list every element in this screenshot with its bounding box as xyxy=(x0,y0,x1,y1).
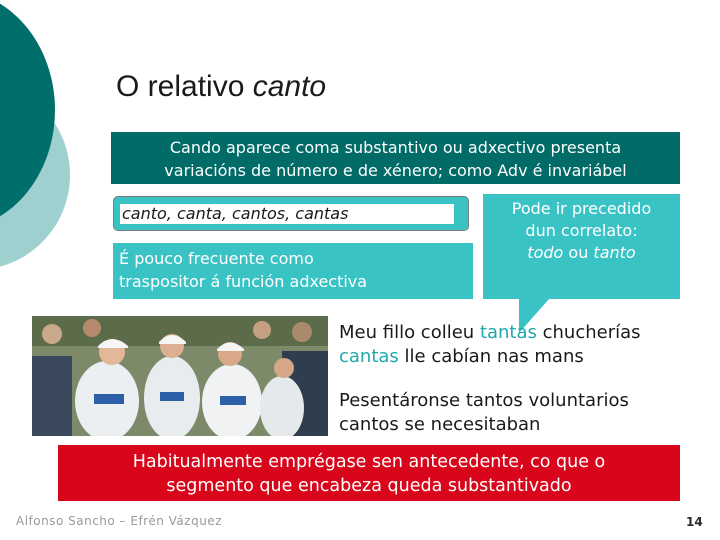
example-2-line-1: Pesentáronse tantos voluntarios xyxy=(339,390,629,411)
adjectival-line-1: É pouco frecuente como xyxy=(119,249,314,268)
callout-line-2: dun correlato: xyxy=(525,221,638,240)
example-2-line-2: cantos se necesitaban xyxy=(339,414,541,435)
example-1-highlight-tantas: tantas xyxy=(479,322,537,343)
conclusion-line-2: segmento que encabeza queda substantivado xyxy=(166,476,572,496)
definition-banner xyxy=(111,132,680,184)
example-2 xyxy=(339,389,629,437)
definition-line-1: Cando aparece coma substantivo ou adxectivo presenta xyxy=(169,138,622,157)
definition-line-2: variacións de número e de xénero; como Adv é invariábel xyxy=(164,161,627,180)
example-1-highlight-cantas: cantas xyxy=(339,346,399,367)
title-italic: canto xyxy=(252,70,327,103)
crowd-of-runners-photo xyxy=(32,316,328,436)
conclusion-line-1: Habitualmente emprégase sen antecedente, co que o xyxy=(132,452,606,472)
footer-author: Alfonso Sancho – Efrén Vázquez xyxy=(16,514,222,528)
forms-text: canto, canta, cantos, cantas xyxy=(120,204,454,224)
slide-title xyxy=(116,70,326,104)
example-1-part-e: lle cabían nas mans xyxy=(398,346,584,367)
example-1-part-a: Meu fillo colleu xyxy=(339,322,480,343)
adjectival-line-2: traspositor á función adxectiva xyxy=(119,272,368,291)
example-1-line-2 xyxy=(339,345,641,369)
photo-illustration xyxy=(32,316,328,436)
callout-word-tanto: tanto xyxy=(593,243,636,262)
example-1-part-c: chucherías xyxy=(536,322,641,343)
conclusion-banner xyxy=(58,445,680,501)
callout-line-3 xyxy=(483,242,680,264)
correlate-callout xyxy=(483,194,680,299)
example-1-line-1 xyxy=(339,321,641,345)
example-1 xyxy=(339,321,641,369)
adjectival-box xyxy=(113,243,473,299)
title-plain: O relativo xyxy=(116,70,253,103)
page-number: 14 xyxy=(686,515,703,529)
callout-line-1: Pode ir precedido xyxy=(511,199,652,218)
forms-box xyxy=(113,196,469,231)
callout-word-ou: ou xyxy=(563,243,594,262)
callout-word-todo: todo xyxy=(527,243,564,262)
